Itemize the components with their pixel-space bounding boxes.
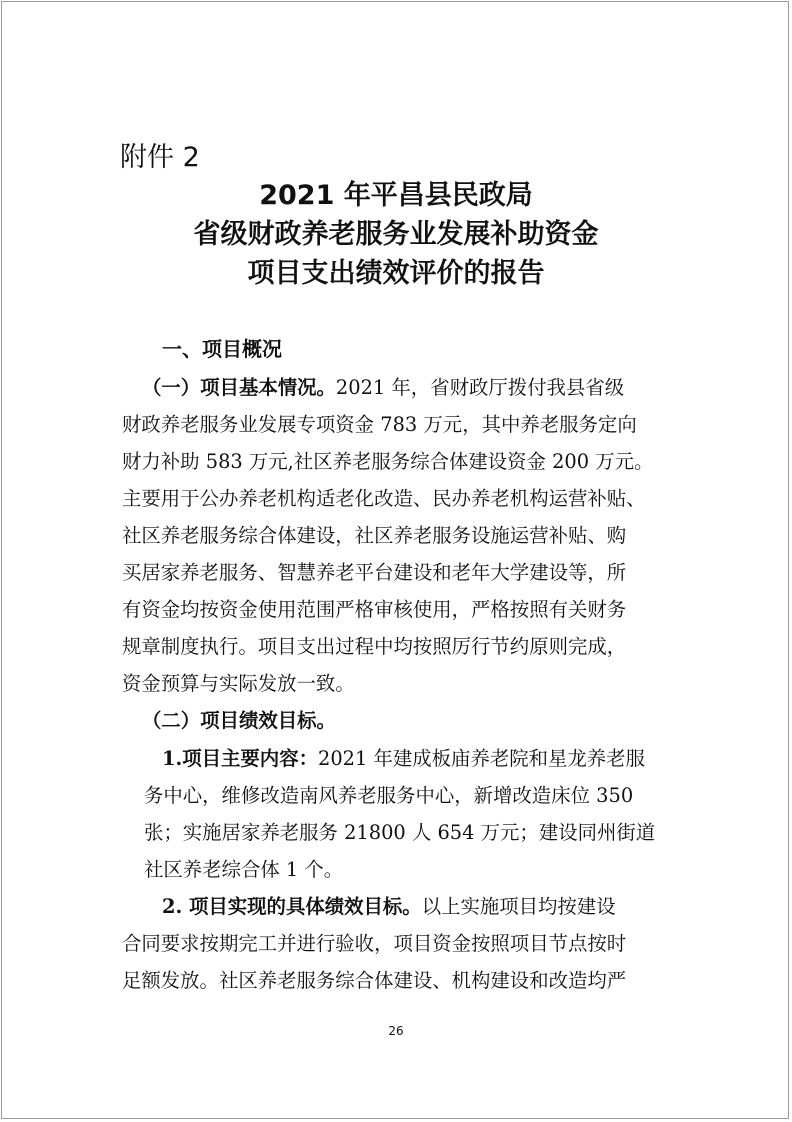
paragraph-line: 财政养老服务业发展专项资金 783 万元，其中养老服务定向 (122, 413, 637, 436)
paragraph-line (142, 370, 624, 406)
item2-text: 以上实施项目均按建设 (421, 895, 616, 918)
section-heading: 一、项目概况 (162, 337, 282, 361)
paragraph-line: 有资金均按资金使用范围严格审核使用，严格按照有关财务 (122, 598, 627, 621)
title-line-3: 项目支出绩效评价的报告 (247, 258, 545, 289)
item1-line (162, 741, 645, 777)
paragraph-line: 资金预算与实际发放一致。 (122, 672, 355, 695)
item1-line: 务中心，维修改造南风养老服务中心，新增改造床位 350 (144, 784, 634, 807)
paragraph-line: 社区养老服务综合体建设，社区养老服务设施运营补贴、购 (122, 524, 627, 547)
page-number: 26 (388, 1024, 404, 1038)
item2-line: 合同要求按期完工并进行验收，项目资金按照项目节点按时 (122, 932, 627, 955)
item1-line: 张；实施居家养老服务 21800 人 654 万元；建设同州街道 (144, 821, 656, 844)
paragraph-line: 主要用于公办养老机构适老化改造、民办养老机构运营补贴、 (122, 487, 646, 510)
item2-label: 2. 项目实现的具体绩效目标。 (162, 895, 422, 918)
item2-line: 足额发放。社区养老服务综合体建设、机构建设和改造均严 (122, 969, 627, 992)
item2-line (162, 889, 616, 925)
title-line-1: 2021 年平昌县民政局 (259, 180, 533, 211)
paragraph-text: 2021 年，省财政厅拨付我县省级 (335, 376, 625, 399)
part1-heading: （一）项目基本情况。 (142, 376, 336, 399)
part2-heading (142, 703, 336, 739)
item1-line: 社区养老综合体 1 个。 (144, 858, 344, 881)
paragraph-line: 买居家养老服务、智慧养老平台建设和老年大学建设等，所 (122, 561, 627, 584)
attachment-label: 附件 2 (120, 142, 200, 173)
item1-label: 1.项目主要内容： (162, 747, 318, 770)
part2-heading-text: （二）项目绩效目标。 (142, 709, 336, 732)
paragraph-line: 财力补助 583 万元,社区养老服务综合体建设资金 200 万元。 (122, 450, 654, 473)
paragraph-line: 规章制度执行。项目支出过程中均按照厉行节约原则完成， (122, 635, 627, 658)
item1-text: 2021 年建成板庙养老院和星龙养老服 (317, 747, 645, 770)
title-line-2: 省级财政养老服务业发展补助资金 (193, 219, 599, 250)
